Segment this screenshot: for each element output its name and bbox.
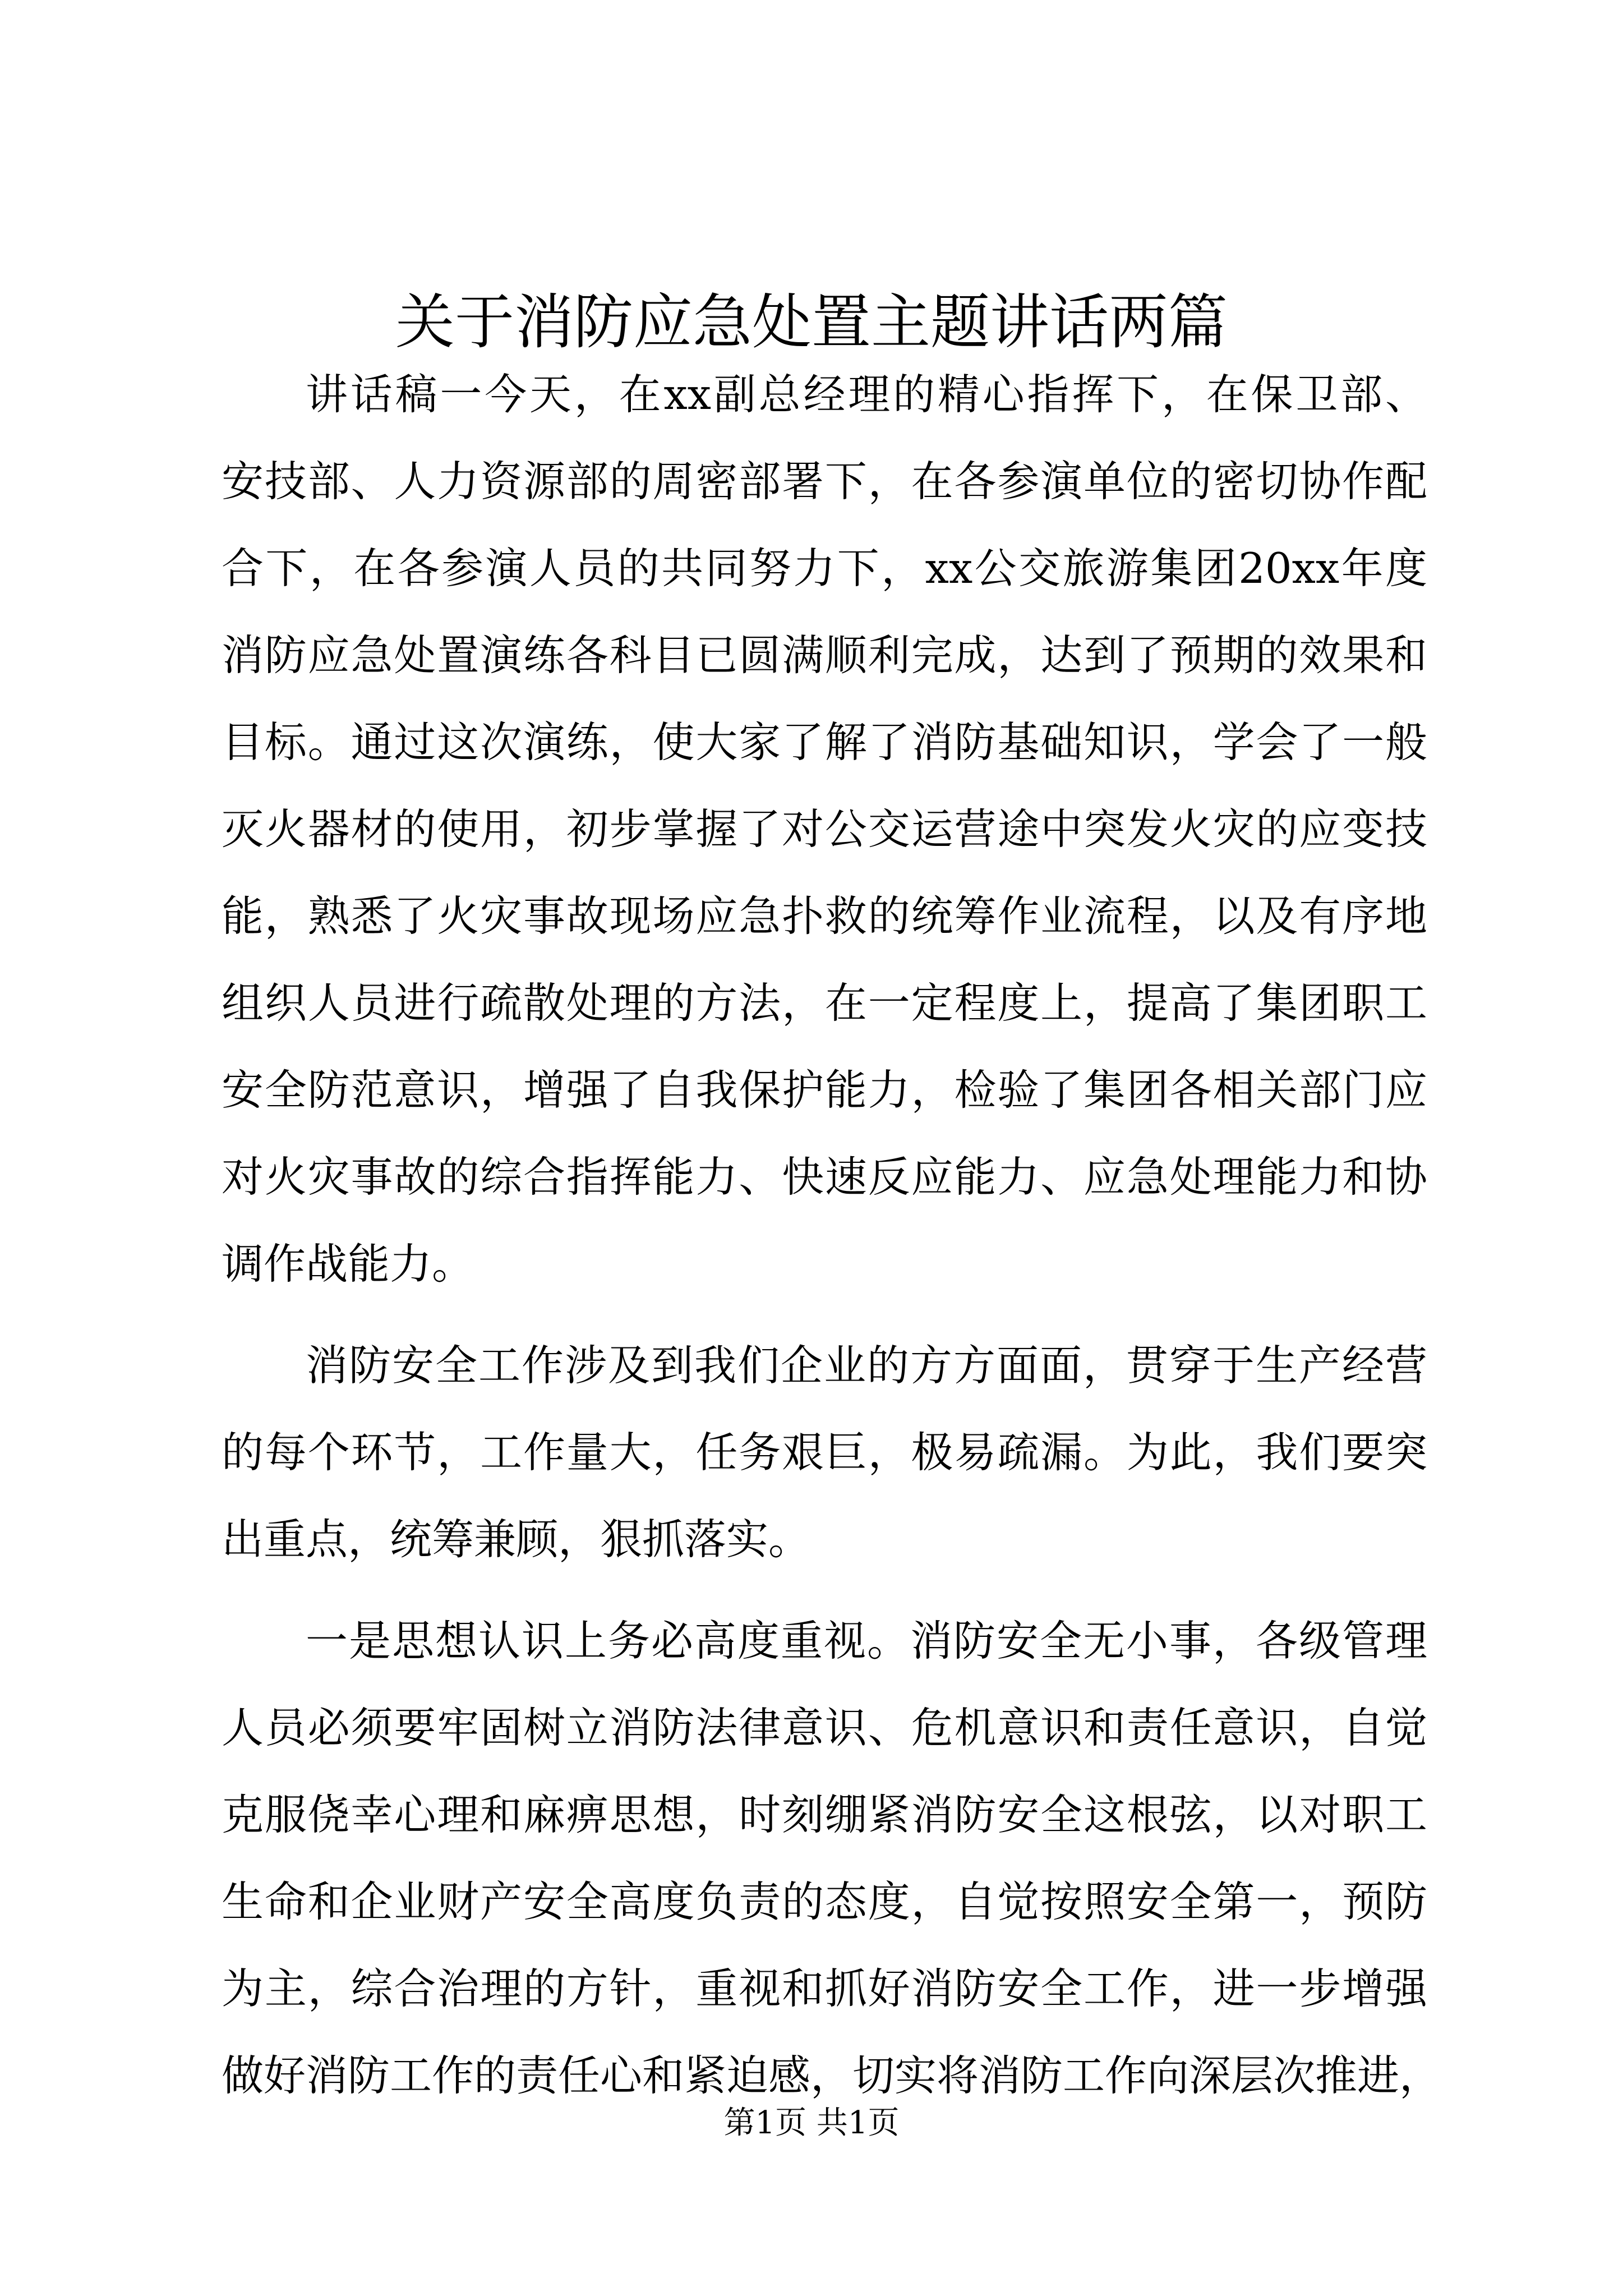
text-line: 一是思想认识上务必高度重视。消防安全无小事，各级管理 bbox=[306, 1616, 1427, 1665]
text-line: 合下，在各参演人员的共同努力下，xx公交旅游集团20xx年度 bbox=[222, 544, 1428, 593]
text-line: 生命和企业财产安全高度负责的态度，自觉按照安全第一，预防 bbox=[222, 1877, 1427, 1926]
text-line: 为主，综合治理的方针，重视和抓好消防安全工作，进一步增强 bbox=[222, 1964, 1427, 2013]
text-line: 讲话稿一今天，在xx副总经理的精心指挥下，在保卫部、 bbox=[306, 370, 1427, 419]
text-line: 出重点，统筹兼顾，狠抓落实。 bbox=[222, 1515, 811, 1564]
text-line: 对火灾事故的综合指挥能力、快速反应能力、应急处理能力和协 bbox=[222, 1152, 1427, 1202]
text-line: 人员必须要牢固树立消防法律意识、危机意识和责任意识，自觉 bbox=[222, 1703, 1427, 1752]
text-line: 组织人员进行疏散处理的方法，在一定程度上，提高了集团职工 bbox=[222, 978, 1427, 1028]
text-line: 目标。通过这次演练，使大家了解了消防基础知识，学会了一般 bbox=[222, 717, 1427, 767]
text-line: 克服侥幸心理和麻痹思想，时刻绷紧消防安全这根弦，以对职工 bbox=[222, 1790, 1427, 1839]
text-line: 安全防范意识，增强了自我保护能力，检验了集团各相关部门应 bbox=[222, 1065, 1427, 1115]
text-line: 灭火器材的使用，初步掌握了对公交运营途中突发火灾的应变技 bbox=[222, 804, 1427, 854]
text-line: 的每个环节，工作量大，任务艰巨，极易疏漏。为此，我们要突 bbox=[222, 1428, 1427, 1477]
text-line: 消防应急处置演练各科目已圆满顺利完成，达到了预期的效果和 bbox=[222, 631, 1427, 680]
page-number-footer: 第1页 共1页 bbox=[723, 2105, 900, 2141]
text-line: 安技部、人力资源部的周密部署下，在各参演单位的密切协作配 bbox=[222, 457, 1427, 506]
document-body bbox=[222, 351, 1442, 2119]
document-title: 关于消防应急处置主题讲话两篇 bbox=[395, 288, 1228, 357]
text-line: 做好消防工作的责任心和紧迫感，切实将消防工作向深层次推进， bbox=[222, 2051, 1442, 2100]
text-line: 能，熟悉了火灾事故现场应急扑救的统筹作业流程，以及有序地 bbox=[222, 891, 1427, 941]
text-line: 调作战能力。 bbox=[222, 1239, 474, 1289]
text-line: 消防安全工作涉及到我们企业的方方面面，贯穿于生产经营 bbox=[306, 1341, 1427, 1390]
